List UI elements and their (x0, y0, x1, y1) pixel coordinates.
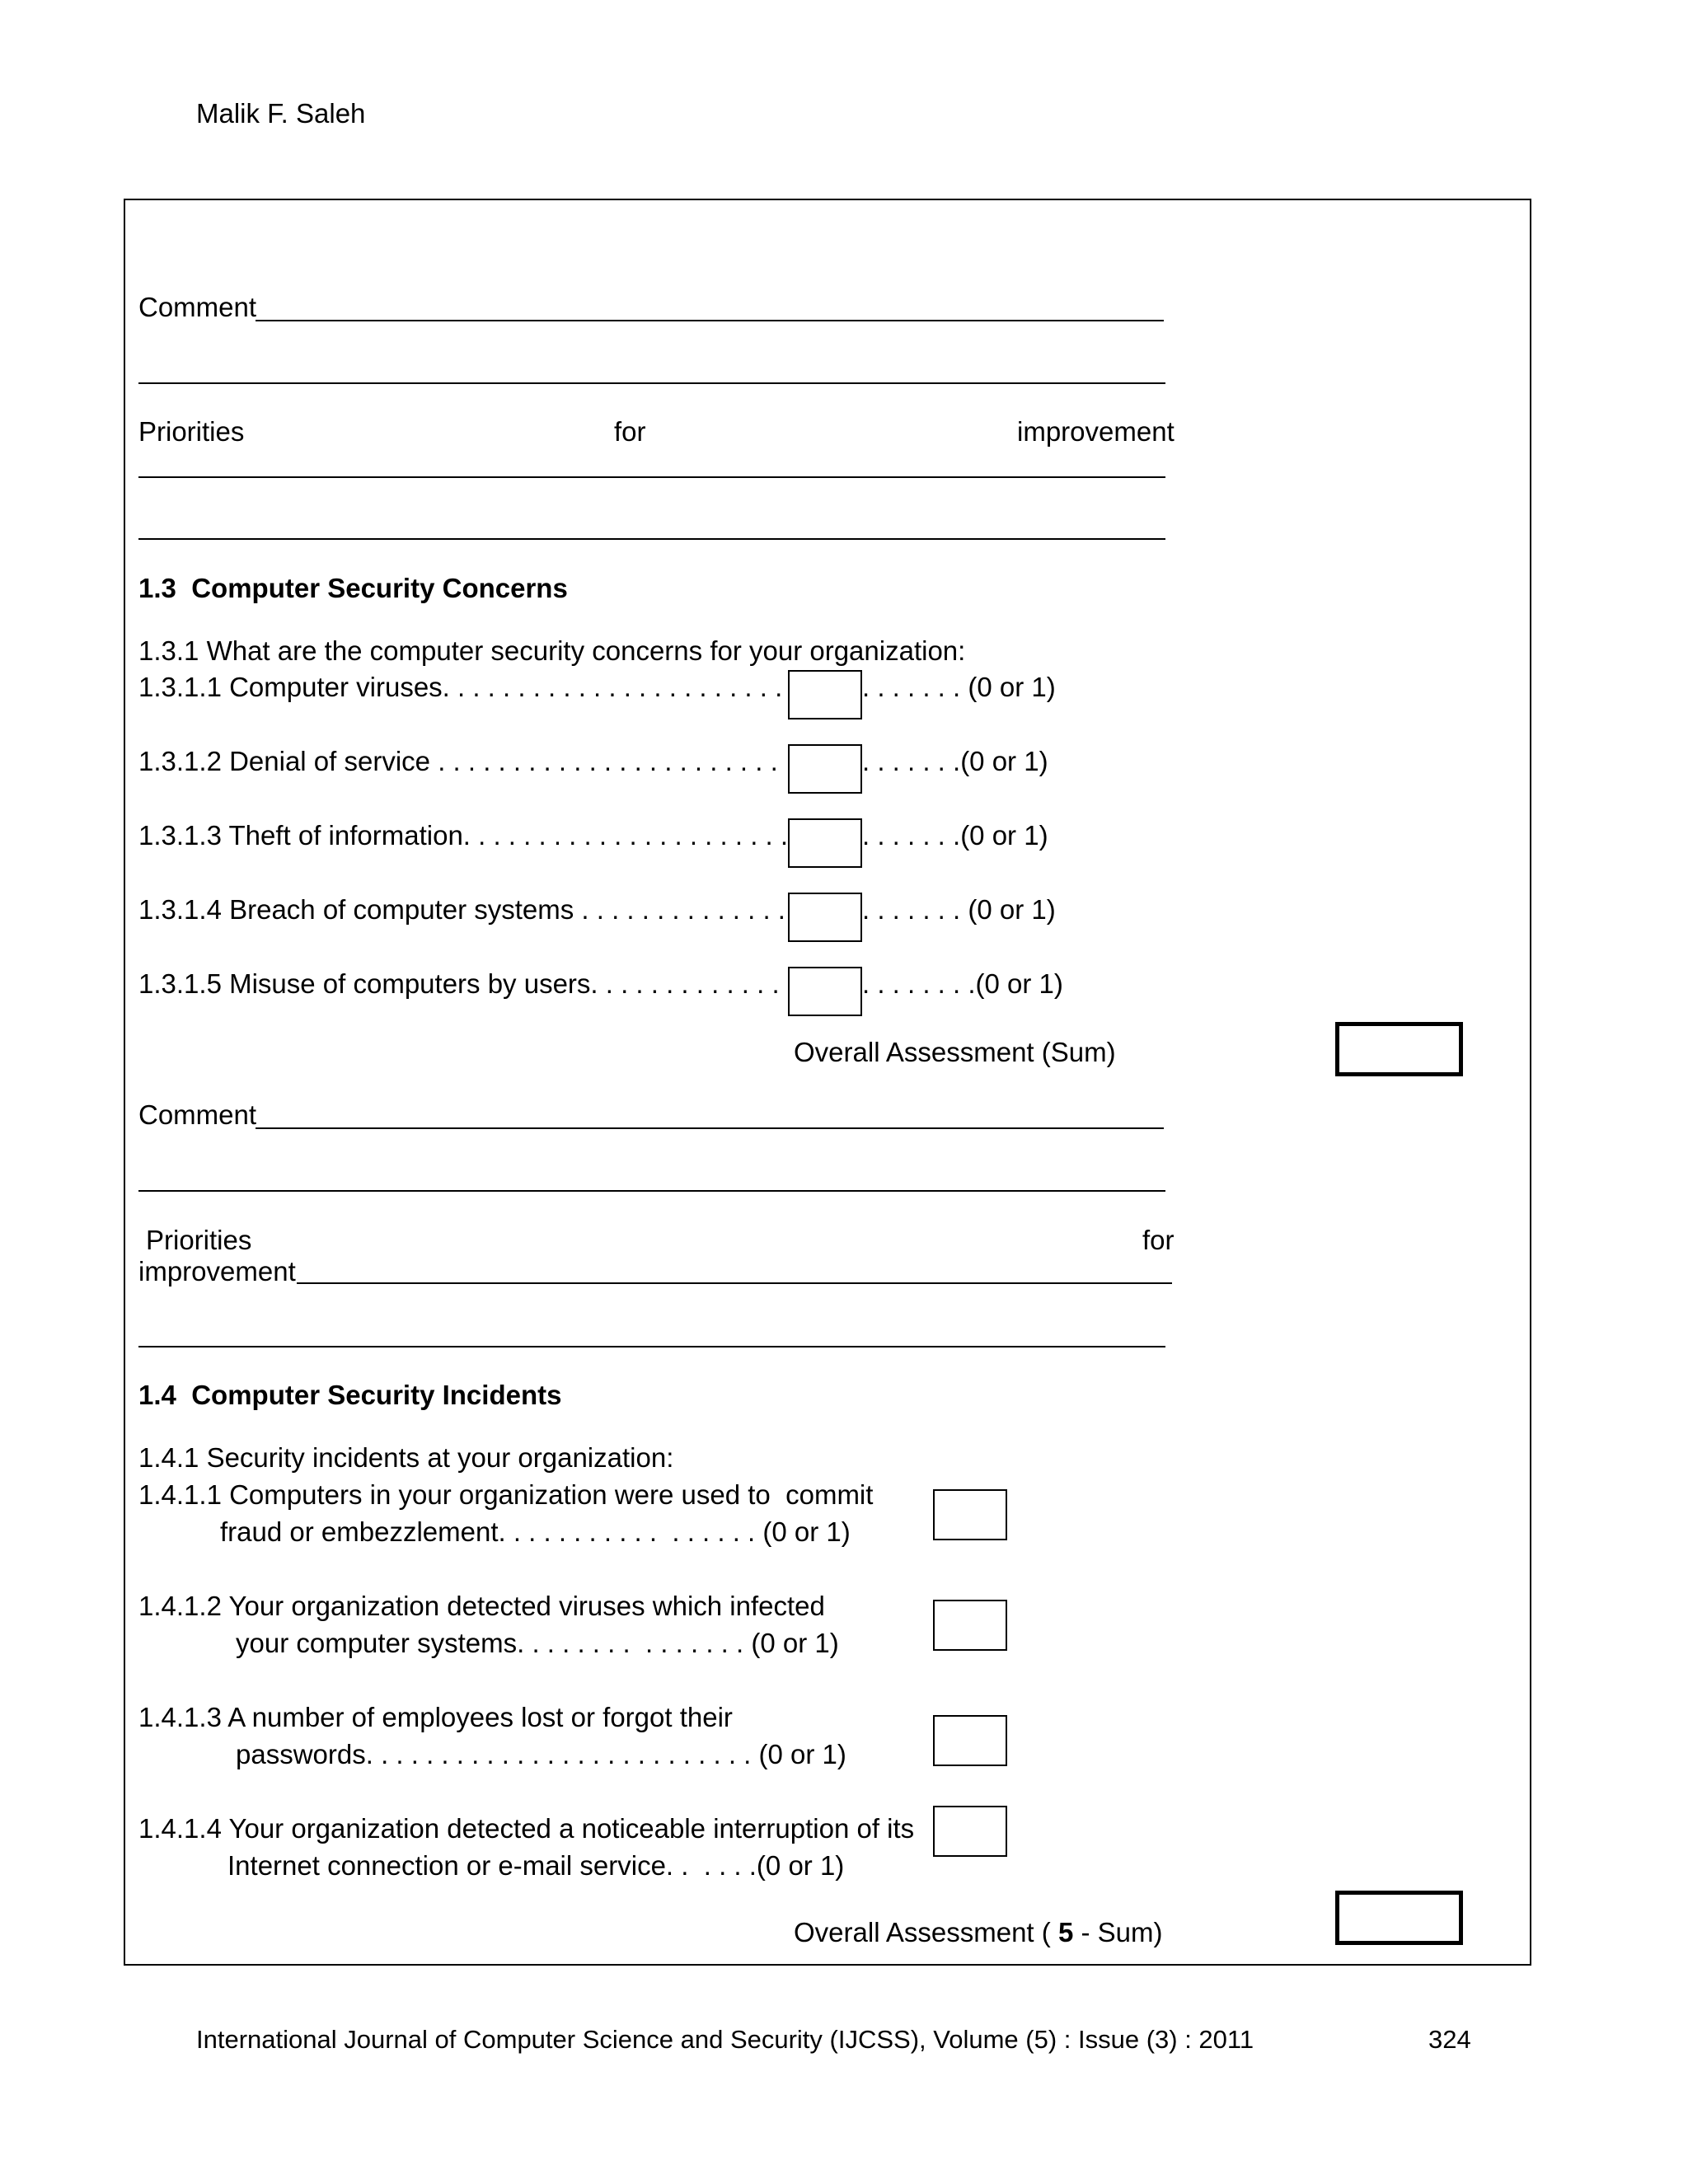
author-header: Malik F. Saleh (196, 98, 366, 129)
concern-score-box[interactable] (788, 967, 862, 1016)
concern-item-scale: . . . . . . .(0 or 1) (862, 746, 1048, 776)
concern-item-scale: . . . . . . . .(0 or 1) (862, 968, 1063, 999)
overall-number: 5 (1057, 1917, 1074, 1947)
concern-item-label: 1.3.1.4 Breach of computer systems . . . . . . . . . . . . . . (138, 894, 785, 925)
overall-assessment-box[interactable] (1335, 1022, 1463, 1076)
concern-score-box[interactable] (788, 893, 862, 942)
concern-item-label: 1.3.1.2 Denial of service . . . . . . . . . . . . . . . . . . . . . . . (138, 746, 778, 776)
question-1-3-1: 1.3.1 What are the computer security concerns for your organization: (138, 635, 966, 666)
incident-score-box[interactable] (933, 1806, 1007, 1857)
comment-line[interactable] (256, 320, 1164, 321)
page-number: 324 (1428, 2025, 1471, 2054)
incident-score-box[interactable] (933, 1715, 1007, 1766)
incident-item-line1: 1.4.1.4 Your organization detected a noticeable interruption of its (138, 1813, 915, 1844)
incident-item-line2: your computer systems. . . . . . . . . . . . . . . (0 or 1) (236, 1628, 839, 1658)
incident-item-line2: passwords. . . . . . . . . . . . . . . . . . . . . . . . . . (0 or 1) (236, 1739, 846, 1769)
overall-prefix: Overall Assessment ( (794, 1917, 1058, 1947)
incident-score-box[interactable] (933, 1600, 1007, 1651)
concern-item-scale: . . . . . . . (0 or 1) (862, 894, 1056, 925)
for-word: for (614, 416, 646, 447)
incident-score-box[interactable] (933, 1489, 1007, 1540)
section-heading-1-3: 1.3 Computer Security Concerns (138, 573, 568, 603)
journal-footer: International Journal of Computer Science and Security (IJCSS), Volume (5) : Issue (3) : 2011 (196, 2025, 1254, 2054)
priorities-line-2[interactable] (138, 1346, 1165, 1347)
section-heading-1-4: 1.4 Computer Security Incidents (138, 1380, 562, 1410)
question-1-4-1: 1.4.1 Security incidents at your organization: (138, 1442, 674, 1473)
overall-assessment-box[interactable] (1335, 1891, 1463, 1945)
improvement-label: improvement (138, 1256, 296, 1286)
comment-line[interactable] (256, 1127, 1164, 1129)
concern-item-label: 1.3.1.1 Computer viruses. . . . . . . . . . . . . . . . . . . . . . . (138, 672, 783, 702)
incident-item-line2: Internet connection or e-mail service. . . . . .(0 or 1) (227, 1850, 845, 1881)
for-word: for (1142, 1225, 1175, 1255)
comment-line-2[interactable] (138, 1190, 1165, 1192)
overall-assessment-label: Overall Assessment (Sum) (794, 1037, 1116, 1067)
comment-line-2[interactable] (138, 382, 1165, 384)
overall-assessment-label (794, 1919, 1162, 1946)
concern-item-scale: . . . . . . .(0 or 1) (862, 820, 1048, 851)
priorities-word: Priorities (138, 416, 245, 447)
priorities-line[interactable] (138, 476, 1165, 478)
concern-score-box[interactable] (788, 744, 862, 794)
concern-item-scale: . . . . . . . (0 or 1) (862, 672, 1056, 702)
concern-score-box[interactable] (788, 818, 862, 868)
concern-score-box[interactable] (788, 670, 862, 719)
comment-label: Comment (138, 292, 257, 322)
improvement-word: improvement (1017, 416, 1175, 447)
priorities-line[interactable] (297, 1282, 1172, 1284)
overall-suffix: - Sum) (1073, 1917, 1163, 1947)
incident-item-line2: fraud or embezzlement. . . . . . . . . . . . . . . . . (0 or 1) (220, 1516, 851, 1547)
concern-item-label: 1.3.1.5 Misuse of computers by users. . . . . . . . . . . . . (138, 968, 780, 999)
comment-label: Comment (138, 1099, 257, 1130)
incident-item-line1: 1.4.1.3 A number of employees lost or forgot their (138, 1702, 733, 1732)
priorities-word: Priorities (146, 1225, 252, 1255)
incident-item-line1: 1.4.1.2 Your organization detected viruses which infected (138, 1591, 825, 1621)
priorities-line-2[interactable] (138, 538, 1165, 540)
questionnaire-frame (124, 199, 1531, 1966)
incident-item-line1: 1.4.1.1 Computers in your organization were used to commit (138, 1479, 874, 1510)
concern-item-label: 1.3.1.3 Theft of information. . . . . . . . . . . . . . . . . . . . . . (138, 820, 789, 851)
